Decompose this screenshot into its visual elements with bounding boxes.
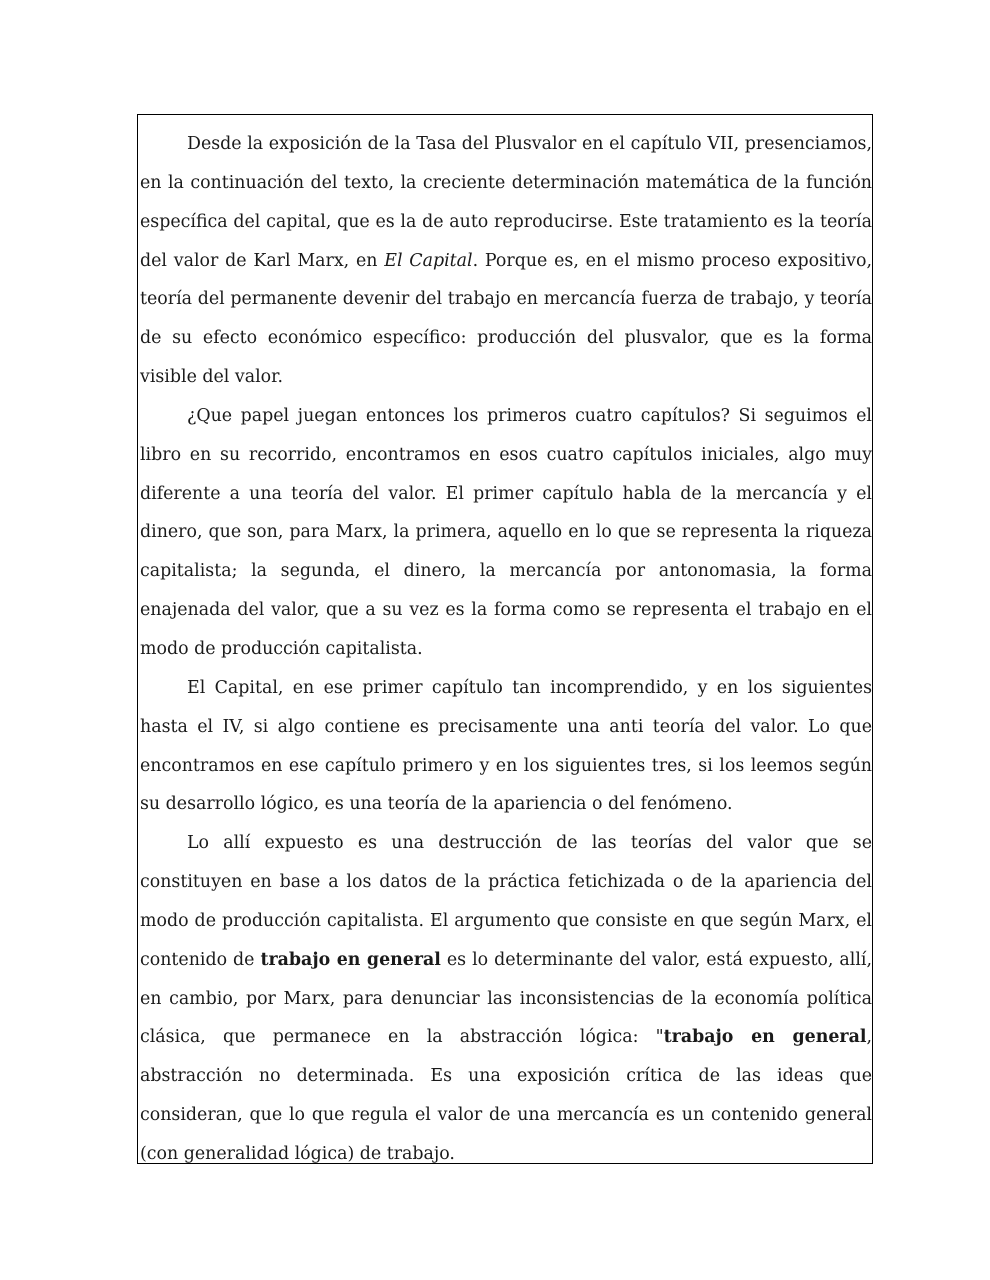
paragraph-text: , abstracción no determinada. Es una exposición crítica de las ideas que consideran, que lo que regula el valor de una mercancía es un contenido general (con generalidad lógica) de trabajo. [140, 1027, 873, 1164]
paragraph-text: El Capital, en ese primer capítulo tan incomprendido, y en los siguientes hasta el IV, si algo contiene es precisamente una anti teoría del valor. Lo que encontramos en ese capítulo primero y en los siguientes tres, si los leemos según su desarrollo lógico, es una teoría de la apariencia o del fenómeno. [140, 677, 872, 815]
paragraph-text: es lo determinante del valor, está expuesto, allí, en cambio, por Marx, para denunciar las inconsistencias de la economía política clásica, que permanece en la abstracción lógica: " [140, 949, 872, 1048]
paragraph-text: . Porque es, en el mismo proceso expositivo, teoría del permanente devenir del trabajo en mercancía fuerza de trabajo, y teoría de su efecto económico específico: producción del plusvalor, que es la forma visible del valor. [140, 250, 872, 388]
paragraph [140, 824, 872, 1174]
paragraph-text: Desde la exposición de la Tasa del Plusvalor en el capítulo VII, presenciamos, en la continuación del texto, la creciente determinación matemática de la función específica del capital, que es la de auto reproducirse. Este tratamiento es la teoría del valor de Karl Marx, en [140, 134, 872, 271]
paragraph-text: Lo allí expuesto es una destrucción de las teorías del valor que se constituyen en base a los datos de la práctica fetichizada o de la apariencia del modo de producción capitalista. El argumento que consiste en que según Marx, el contenido de [140, 833, 872, 970]
paragraph-text: ¿Que papel juegan entonces los primeros cuatro capítulos? Si seguimos el libro en su recorrido, encontramos en esos cuatro capítulos iniciales, algo muy diferente a una teoría del valor. El primer capítulo habla de la mercancía y el dinero, que son, para Marx, la primera, aquello en lo que se representa la riqueza capitalista; la segunda, el dinero, la mercancía por antonomasia, la forma enajenada del valor, que a su vez es la forma como se representa el trabajo en el modo de producción capitalista. [140, 405, 872, 659]
paragraph [140, 125, 872, 397]
italic-book-title: El Capital [384, 250, 473, 271]
document-body [140, 125, 872, 1174]
paragraph [140, 669, 872, 824]
bold-term: trabajo en general [260, 949, 441, 970]
paragraph [140, 397, 872, 669]
bold-term: trabajo en general [663, 1027, 867, 1048]
